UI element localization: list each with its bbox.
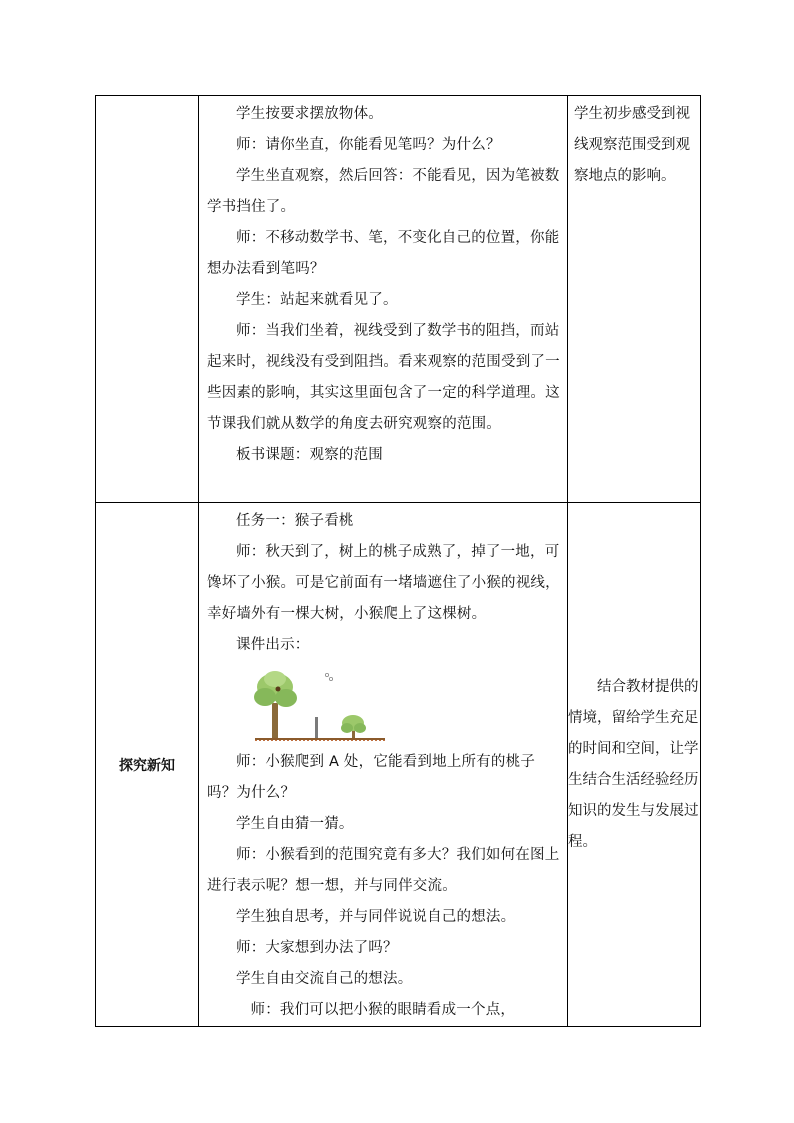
paragraph: 学生按要求摆放物体。: [236, 106, 383, 122]
monkey-tree-illustration: [253, 665, 393, 743]
stage-cell: 探究新知: [96, 503, 199, 1027]
lesson-plan-table: [95, 95, 701, 1027]
paragraph: 学生自由猜一猜。: [236, 816, 354, 832]
paragraph: 师：不移动数学书、笔，不变化自己的位置，你能想办法看到笔吗？: [207, 230, 560, 277]
design-note: 结合教材提供的情境，留给学生充足的时间和空间，让学生结合生活经验经历知识的发生与发展过程。: [568, 678, 699, 850]
content-cell: [199, 503, 568, 1027]
note-cell: [568, 96, 701, 503]
table-row: [96, 503, 701, 1027]
paragraph: 学生独自思考，并与同伴说说自己的想法。: [236, 909, 516, 925]
note-cell: [568, 503, 701, 1027]
paragraph: 师：秋天到了，树上的桃子成熟了，掉了一地，可馋坏了小猴。可是它前面有一堵墙遮住了小猴的视线，幸好墙外有一棵大树，小猴爬上了这棵树。: [207, 544, 560, 622]
paragraph: 课件出示：: [236, 637, 310, 653]
stage-cell: [96, 96, 199, 503]
tree-trunk: [272, 703, 278, 739]
paragraph: 学生自由交流自己的想法。: [236, 971, 413, 987]
paragraph: 师：请你坐直，你能看见笔吗？为什么？: [236, 137, 501, 153]
monkey-icon: [276, 687, 281, 692]
paragraph: 师：我们可以把小猴的眼睛看成一个点，: [250, 1002, 516, 1018]
paragraph: 学生坐直观察，然后回答：不能看见，因为笔被数学书挡住了。: [207, 168, 560, 215]
paragraph: 师：小猴看到的范围究竟有多大？我们如何在图上进行表示呢？想一想，并与同伴交流。: [207, 847, 560, 894]
paragraph: 师：大家想到办法了吗？: [236, 940, 398, 956]
paragraph: 学生：站起来就看见了。: [236, 292, 398, 308]
paragraph: 师：小猴爬到 A 处，它能看到地上所有的桃子吗？为什么？: [207, 754, 536, 801]
table-row: [96, 96, 701, 503]
content-cell: [199, 96, 568, 503]
paragraph: 师：当我们坐着，视线受到了数学书的阻挡，而站起来时，视线没有受到阻挡。看来观察的范围受到了一些因素的影响，其实这里面包含了一定的科学道理。这节课我们就从数学的角度去研究观察的范围。: [207, 323, 560, 432]
paragraph: 任务一：猴子看桃: [236, 513, 354, 529]
design-note: 学生初步感受到视线观察范围受到观察地点的影响。: [574, 106, 690, 184]
wall: [315, 717, 318, 739]
paragraph: 板书课题：观察的范围: [236, 447, 383, 463]
